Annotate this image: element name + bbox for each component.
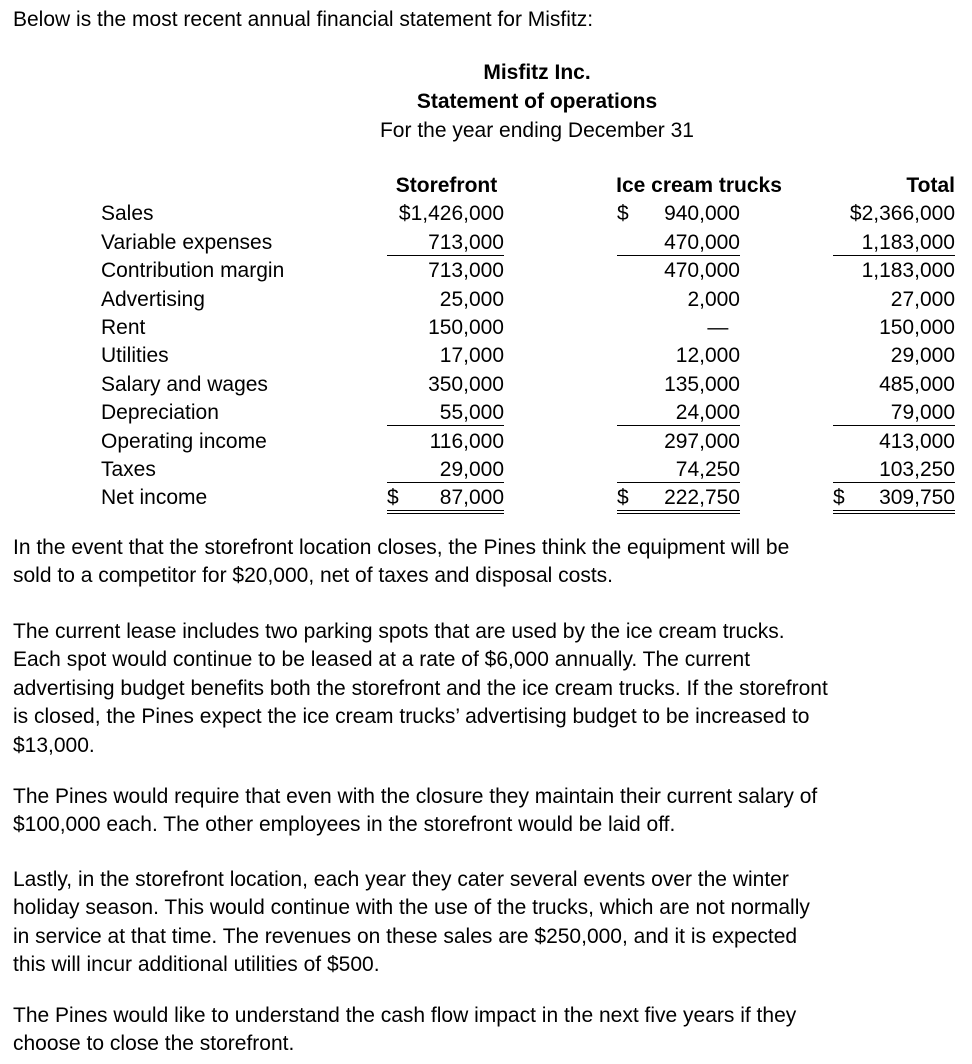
paragraph-line: $100,000 each. The other employees in the storefront would be laid off. — [13, 813, 676, 837]
cell-value: 150,000 — [428, 315, 504, 339]
paragraph — [13, 618, 828, 760]
row-label: Contribution margin — [101, 259, 285, 283]
cell-value: 12,000 — [675, 344, 740, 368]
paragraph-line: The current lease includes two parking spots that are used by the ice cream trucks. — [13, 620, 785, 643]
paragraph-line: this will incur additional utilities of $500. — [13, 953, 380, 977]
cell-total — [833, 456, 955, 483]
cell-trucks — [617, 229, 740, 256]
cell-storefront — [387, 257, 504, 283]
cell-value: 103,250 — [879, 457, 955, 481]
paragraph-line: in service at that time. The revenues on these sales are $250,000, and it is expected — [13, 924, 798, 948]
cell-value: 2,000 — [687, 287, 740, 311]
column-header-storefront: Storefront — [395, 174, 498, 197]
cell-storefront — [387, 229, 504, 256]
row-label: Depreciation — [101, 401, 219, 425]
row-label: Operating income — [101, 429, 267, 453]
paragraph — [13, 783, 817, 840]
row-label: Net income — [101, 486, 208, 510]
paragraph — [13, 534, 789, 591]
row-label: Rent — [101, 315, 146, 339]
cell-total — [833, 342, 955, 368]
paragraph-line: The Pines would require that even with the closure they maintain their current salary of — [13, 785, 818, 808]
paragraph-line: Each spot would continue to be leased at a rate of $6,000 annually. The current — [13, 648, 751, 672]
paragraph-line: In the event that the storefront location closes, the Pines think the equipment will be — [13, 536, 790, 559]
cell-value: 222,750 — [664, 486, 740, 510]
cell-value: 17,000 — [439, 344, 504, 368]
cell-value: 25,000 — [439, 287, 504, 311]
cell-total — [833, 286, 955, 312]
paragraph-line: sold to a competitor for $20,000, net of taxes and disposal costs. — [13, 564, 614, 588]
paragraph-line: advertising budget benefits both the storefront and the ice cream trucks. If the storefront — [13, 676, 828, 700]
cell-trucks — [617, 342, 740, 368]
currency-symbol: $ — [617, 486, 629, 510]
cell-value: 55,000 — [439, 401, 504, 425]
cell-value: 150,000 — [879, 315, 955, 339]
cell-storefront — [387, 428, 504, 454]
cell-trucks — [617, 399, 740, 426]
cell-trucks — [617, 257, 740, 283]
paragraph-line: holiday season. This would continue with the use of the trucks, which are not normally — [13, 896, 810, 920]
cell-value: 116,000 — [429, 429, 504, 453]
row-label: Advertising — [101, 287, 205, 311]
intro-text: Below is the most recent annual financial statement for Misfitz: — [13, 8, 594, 31]
cell-trucks — [617, 314, 740, 340]
cell-total — [833, 428, 955, 454]
currency-symbol: $ — [617, 202, 629, 226]
column-header-trucks: Ice cream trucks — [616, 174, 782, 197]
statement-period: For the year ending December 31 — [379, 119, 694, 142]
cell-value: 79,000 — [890, 401, 955, 425]
statement-title: Statement of operations — [416, 90, 658, 113]
cell-value: 27,000 — [890, 287, 955, 311]
row-label: Salary and wages — [101, 372, 268, 396]
cell-storefront — [387, 456, 504, 483]
cell-value: 350,000 — [428, 372, 504, 396]
cell-storefront — [387, 314, 504, 340]
paragraph-line: choose to close the storefront. — [13, 1032, 295, 1056]
paragraph-line: is closed, the Pines expect the ice cream trucks’ advertising budget to be increased to — [13, 705, 810, 729]
cell-trucks — [617, 428, 740, 454]
cell-value: 87,000 — [439, 486, 504, 510]
cell-value: 485,000 — [879, 372, 955, 396]
cell-value: 940,000 — [664, 202, 740, 226]
cell-trucks — [617, 371, 740, 397]
cell-value: 713,000 — [428, 230, 504, 254]
cell-trucks — [617, 484, 740, 514]
row-label: Variable expenses — [101, 230, 273, 254]
cell-trucks — [617, 286, 740, 312]
paragraph-line: The Pines would like to understand the cash flow impact in the next five years if they — [13, 1004, 797, 1027]
company-name: Misfitz Inc. — [483, 61, 591, 84]
cell-storefront — [387, 399, 504, 426]
cell-total — [833, 229, 955, 256]
cell-value: 74,250 — [675, 457, 740, 481]
paragraph-line: Lastly, in the storefront location, each year they cater several events over the winter — [13, 868, 789, 891]
cell-storefront — [387, 286, 504, 312]
cell-value: 297,000 — [664, 429, 740, 453]
paragraph-line: $13,000. — [13, 733, 95, 757]
cell-value: 713,000 — [428, 259, 504, 283]
currency-symbol: $ — [387, 486, 399, 510]
cell-value: 309,750 — [879, 486, 955, 510]
cell-trucks — [617, 200, 740, 226]
cell-storefront — [387, 371, 504, 397]
cell-value: 135,000 — [664, 372, 740, 396]
cell-value: $2,366,000 — [849, 202, 955, 226]
column-header-total: Total — [906, 174, 955, 197]
cell-total — [833, 371, 955, 397]
cell-total — [833, 257, 955, 283]
cell-value: 29,000 — [890, 344, 955, 368]
cell-storefront — [387, 200, 504, 226]
cell-value: 470,000 — [664, 259, 740, 283]
cell-total — [833, 484, 955, 514]
statement-heading — [0, 58, 972, 145]
cell-trucks — [617, 456, 740, 483]
row-label: Taxes — [101, 457, 156, 481]
paragraph — [13, 1002, 796, 1059]
cell-value: — — [707, 315, 740, 339]
paragraph — [13, 866, 810, 980]
cell-storefront — [387, 484, 504, 514]
cell-total — [833, 399, 955, 426]
cell-value: 1,183,000 — [861, 259, 955, 283]
cell-total — [833, 314, 955, 340]
cell-total — [833, 200, 955, 226]
cell-value: 24,000 — [675, 401, 740, 425]
cell-value: 1,183,000 — [861, 230, 955, 254]
cell-value: 470,000 — [664, 230, 740, 254]
cell-value: 29,000 — [439, 457, 504, 481]
row-label: Sales — [101, 202, 154, 226]
row-label: Utilities — [101, 344, 169, 368]
cell-value: 413,000 — [879, 429, 955, 453]
cell-storefront — [387, 342, 504, 368]
cell-value: $1,426,000 — [398, 202, 504, 226]
currency-symbol: $ — [833, 486, 845, 510]
